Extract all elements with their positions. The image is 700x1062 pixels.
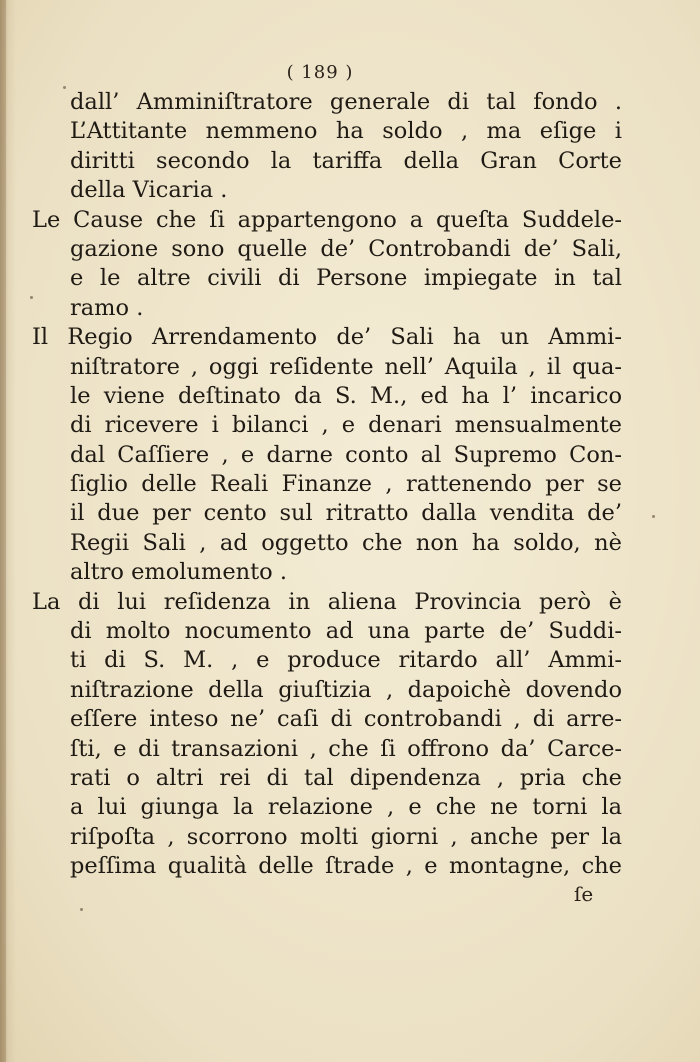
text-line: peſſima qualità delle ſtrade , e montagne, che (70, 853, 622, 880)
text-line: e le altre civili di Persone impiegate in tal (70, 265, 622, 292)
paragraph-first-line: Le Cause che ſi appartengono a queſta Suddele- (32, 206, 622, 233)
text-line: dall’ Amminiſtratore generale di tal fondo . (70, 89, 622, 115)
text-line: diritti secondo la tariffa della Gran Corte (70, 147, 622, 174)
paragraph-first-line: Il Regio Arrendamento de’ Sali ha un Ammi- (32, 324, 622, 351)
text-line: niſtratore , oggi reſidente nell’ Aquila , il qua- (70, 353, 622, 380)
text-line: rati o altri rei di tal dipendenza , pria che (70, 764, 622, 791)
page-number: ( 189 ) (286, 62, 354, 83)
body-text (32, 88, 622, 882)
text-line: le viene deſtinato da S. M., ed ha l’ incarico (70, 382, 622, 409)
text-line: ſiglio delle Reali Finanze , rattenendo per se (70, 471, 622, 498)
text-line: ramo . (70, 294, 144, 321)
text-line: eſſere inteso ne’ caſi di controbandi , di arre- (70, 706, 622, 733)
paper-speck (652, 515, 655, 518)
text-line: L’Attitante nemmeno ha soldo , ma eſige i (70, 118, 622, 145)
text-line: gazione sono quelle de’ Controbandi de’ Sali, (70, 235, 622, 262)
text-line: di ricevere i bilanci , e denari mensualmente (70, 412, 622, 439)
paper-speck (30, 296, 33, 299)
text-line: riſpoſta , scorrono molti giorni , anche per la (70, 823, 622, 850)
text-line: Regii Sali , ad oggetto che non ha soldo, nè (70, 529, 622, 556)
paper-speck (80, 908, 83, 911)
paragraph-first-line: La di lui reſidenza in aliena Provincia però è (32, 588, 622, 615)
text-line: ſti, e di transazioni , che ſi offrono da’ Carce- (70, 735, 622, 762)
page-gutter-shadow (0, 0, 6, 1062)
catchword: ſe (574, 882, 594, 906)
text-line: altro emolumento . (70, 559, 288, 586)
text-line: a lui giunga la relazione , e che ne torni la (70, 794, 622, 821)
text-line: niſtrazione della giuſtizia , dapoichè dovendo (70, 676, 622, 703)
text-line: della Vicaria . (70, 177, 228, 204)
text-line: di molto nocumento ad una parte de’ Suddi- (70, 618, 622, 645)
paper-speck (63, 86, 66, 89)
text-line: dal Caſſiere , e darne conto al Supremo Con- (70, 441, 622, 468)
text-line: ti di S. M. , e produce ritardo all’ Ammi- (70, 647, 622, 674)
text-line: il due per cento sul ritratto dalla vendita de’ (70, 500, 622, 527)
